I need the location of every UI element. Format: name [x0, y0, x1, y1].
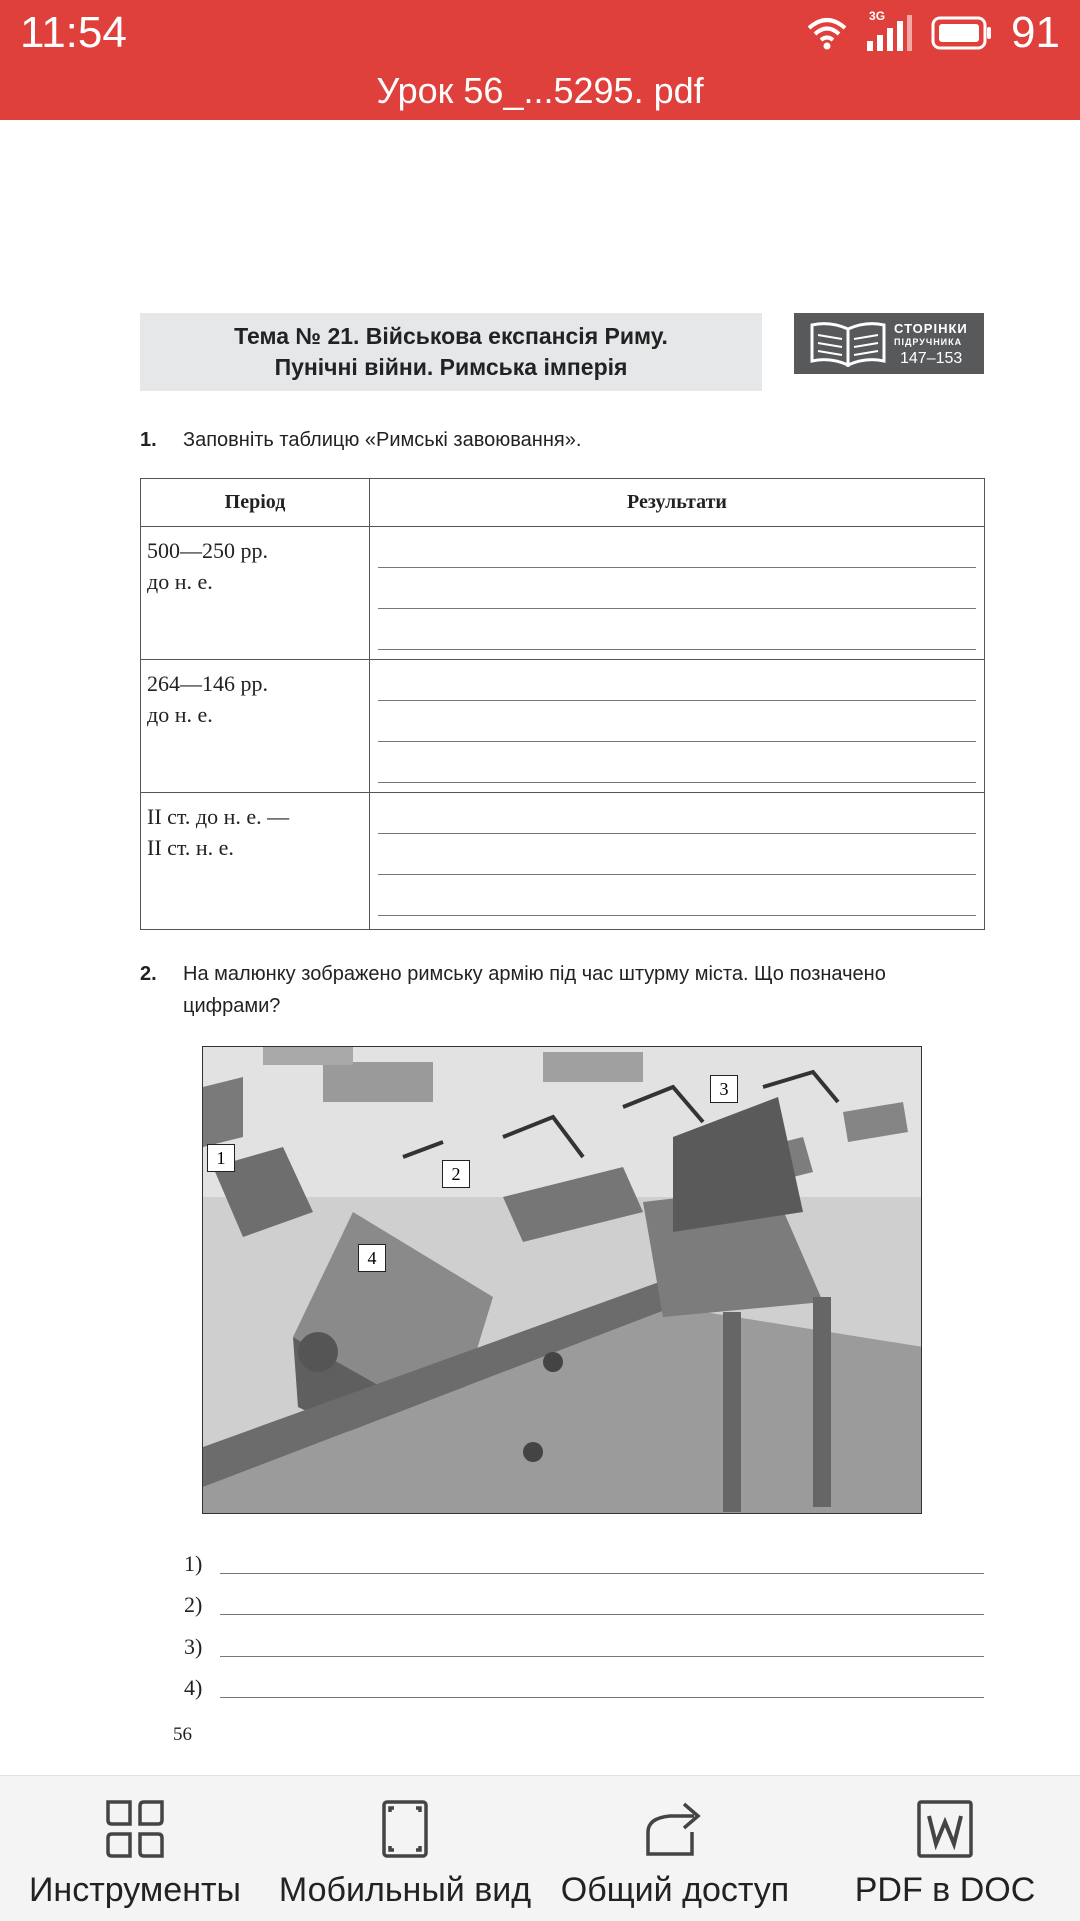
share-button[interactable] [540, 1776, 810, 1921]
answer-line [378, 568, 976, 609]
table-row [141, 527, 985, 660]
mobile-view-icon [380, 1798, 430, 1864]
tools-grid-icon [104, 1798, 166, 1864]
mobile-view-label: Мобильный вид [278, 1871, 532, 1909]
badge-page-range: 147–153 [900, 350, 963, 367]
status-time: 11:54 [20, 8, 127, 57]
roman-conquests-table [140, 478, 985, 930]
results-cell[interactable] [370, 660, 985, 793]
mobile-view-button[interactable] [270, 1776, 540, 1921]
answer-line [378, 875, 976, 916]
task-1-number: 1. [140, 429, 157, 451]
figure-marker: 2 [442, 1160, 470, 1188]
topic-line-2: Пунічні війни. Римська імперія [274, 354, 628, 380]
answer-line [378, 793, 976, 834]
period-cell: II ст. до н. е. — II ст. н. е. [141, 793, 370, 930]
answer-line [378, 660, 976, 701]
open-book-icon [808, 321, 888, 371]
results-cell[interactable] [370, 527, 985, 660]
tools-label: Инструменты [28, 1871, 241, 1909]
battery-level: 91 [1011, 8, 1060, 57]
figure-marker: 4 [358, 1244, 386, 1272]
badge-label: СТОРІНКИ [894, 321, 968, 336]
figure-marker: 1 [207, 1144, 235, 1172]
answer-line [378, 609, 976, 650]
figure-marker: 3 [710, 1075, 738, 1103]
topic-heading [140, 313, 762, 391]
answer-line [378, 701, 976, 742]
column-header-period: Період [141, 479, 370, 527]
cellular-signal-icon: 3G [865, 15, 913, 51]
period-cell: 264—146 рр. до н. е. [141, 660, 370, 793]
word-document-icon [915, 1798, 975, 1864]
topic-line-1: Тема № 21. Військова експансія Риму. [234, 323, 668, 349]
share-label: Общий доступ [560, 1871, 790, 1909]
pdf-page[interactable] [0, 120, 1080, 1775]
pdf-to-doc-label: PDF в DOC [854, 1871, 1036, 1909]
answer-row[interactable]: 3) [184, 1634, 984, 1664]
answer-row[interactable]: 2) [184, 1592, 984, 1622]
wifi-icon [807, 16, 847, 50]
task-2-text: На малюнку зображено римську армію під час штурму міста. Що позначено цифрами? [183, 963, 886, 1017]
period-cell: 500—250 рр. до н. е. [141, 527, 370, 660]
status-icons [807, 8, 1060, 58]
answer-line [378, 742, 976, 783]
badge-sublabel: ПІДРУЧНИКА [894, 337, 963, 347]
task-2-number: 2. [140, 963, 157, 985]
answer-row[interactable]: 1) [184, 1551, 984, 1581]
page-number: 56 [173, 1724, 192, 1745]
answer-line [378, 834, 976, 875]
share-icon [642, 1798, 708, 1864]
column-header-results: Результати [370, 479, 985, 527]
textbook-pages-badge [794, 313, 984, 374]
document-title: Урок 56_...5295. pdf [376, 70, 704, 111]
pdf-to-doc-button[interactable] [810, 1776, 1080, 1921]
results-cell[interactable] [370, 793, 985, 930]
table-row [141, 793, 985, 930]
answer-line [378, 527, 976, 568]
answer-row[interactable]: 4) [184, 1675, 984, 1705]
bottom-toolbar [0, 1775, 1080, 1921]
app-header [0, 0, 1080, 120]
roman-siege-illustration [202, 1046, 922, 1514]
table-row [141, 660, 985, 793]
battery-icon [931, 16, 993, 50]
tools-button[interactable] [0, 1776, 270, 1921]
task-1-text: Заповніть таблицю «Римські завоювання». [183, 429, 582, 451]
